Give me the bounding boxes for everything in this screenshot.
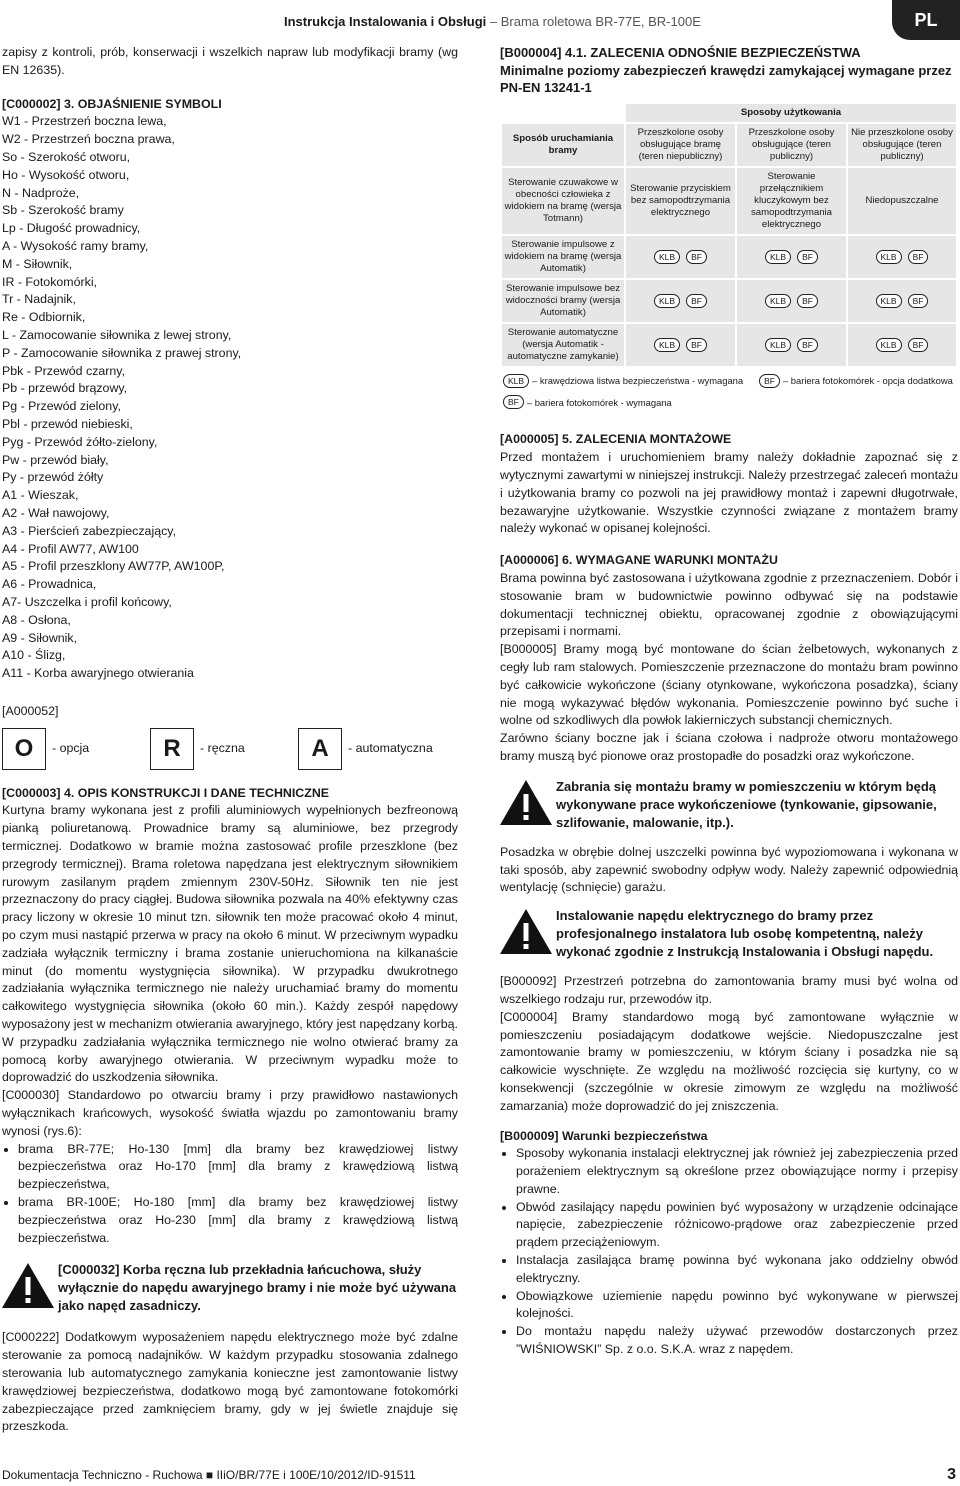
symbol-item: Pbk - Przewód czarny,	[2, 363, 126, 378]
warunki-text-2: [B000005] Bramy mogą być montowane do ścian żelbetowych, wykonanych z cegły lub ram stalowych. Pomieszczenie przeznaczone do montażu bram powinno być całkowicie wykończone (ściany otynkowane, wykończona posadzka), ściany nie mogą wykazywać błędów wykonania. Pomieszczenie powinno być suche i wolne od szkodliwych dla powłok lakierniczych substancji chemicznych.	[500, 642, 958, 728]
safety-heading: [B000004] 4.1. ZALECENIA ODNOŚNIE BEZPIECZEŃSTWA	[500, 45, 861, 60]
bf-badge: BF	[908, 294, 929, 308]
opis-text: Kurtyna bramy wykonana jest z profili aluminiowych wypełnionych bezfreonową pianką poliuretanową. Prowadnice bramy są aluminiowe, bez przegrody termicznej. Dodatkowo w bramie można zastosować profile przeszklone (bez przegrody termicznej). Brama roletowa napędzana jest elektrycznym siłownikiem rurowym zasilanym prądem zmiennym 230V-50Hz. Siłownik ten nie jest przeznaczony do pracy ciągłej. Budowa siłownika pozwala na 40% efektywny czas pracy liczony w okresie 10 minut tzn. siłownik ten może pracować około 4 minut, po czym musi nastąpić przerwa w pracy na około 6 minut. W przeciwnym wypadku zadziała wyłącznik termiczny i brama zostanie unieruchomiona na kilkanaście minut (do momentu wystygnięcia siłownika). W przypadku dwukrotnego zadziałania wyłącznika termicznego nie należy uruchamiać bramy do momentu całkowitego wystygnięcia siłownika (około 60 min.). Każdy zespół napędowy wyposażony jest w mechanizm otwierania awaryjnego, który jest napędzany korbą. W przypadku zadziałania wyłącznika termicznego nie wolno otwierać bramy za pomocą korby awaryjnego otwierania. W przeciwnym wypadku może to doprowadzić do uszkodzenia siłownika.	[2, 803, 458, 1085]
symbol-item: Pb - przewód brązowy,	[2, 381, 128, 396]
table-legend: KLB – krawędziowa listwa bezpieczeństwa - wymagana BF – bariera fotokomórek - opcja dodatkowa	[500, 372, 958, 390]
c000004-text: [C000004] Bramy standardowo mogą być zamontowane wyłącznie w pomieszczeniu posiadającym dodatkowe wejście. Niedopuszczalne jest zamontowanie bramy w pomieszczeniu, w którym ściany i posadzka nie są całkowicie wyschnięte. Ze względu na możliwość rozcięcia się kurtyny, co w konsekwencji (szczególnie w okresie zimowym ze względu na możliwość zamarzania) może doprowadzić do jej zniszczenia.	[500, 1009, 958, 1113]
page-footer	[0, 1466, 960, 1486]
left-column	[2, 44, 458, 1436]
table-legend-2: BF – bariera fotokomórek - wymagana	[500, 394, 958, 412]
symbol-item: A2 - Wał nawojowy,	[2, 505, 110, 520]
symbol-r-box: R	[150, 728, 194, 770]
warunki-text: Brama powinna być zastosowana i użytkowana zgodnie z przeznaczeniem. Dobór i stosowanie bram w budownictwie powinno odbywać się na podstawie dokumentacji technicznej obiektu, opracowanej zgodnie z obowiązującymi przepisami i normami.	[500, 570, 958, 639]
opis-bullets	[2, 1141, 458, 1248]
warning-text-1: [C000032] Korba ręczna lub przekładnia łańcuchowa, służy wyłącznie do napędu awaryjnego bramy i nie może być używana jako napęd zasadniczy.	[58, 1262, 457, 1314]
symbol-item: A8 - Osłona,	[2, 612, 71, 627]
symbol-item: A4 - Profil AW77, AW100	[2, 541, 139, 556]
symbol-item: A1 - Wieszak,	[2, 488, 79, 503]
klb-badge: KLB	[876, 338, 902, 352]
list-item: • Do montażu napędu należy używać przewodów dostarczonych przez ”WIŚNIOWSKI” Sp. z o.o. S.K.A. wraz z napędem.	[516, 1323, 958, 1359]
warning-text-2: Zabrania się montażu bramy w pomieszczeniu w którym będą wykonywane prace wykończeniowe (tynkowanie, gipsowanie, szlifowanie, malowanie, itp.).	[556, 778, 937, 830]
bf-badge: BF	[797, 250, 818, 264]
table-row-header: Sposób uruchamiania bramy	[502, 124, 624, 166]
warning-text-3: Instalowanie napędu elektrycznego do bramy przez profesjonalnego instalatora lub osobę kompetentną, należy wykonać zgodnie z Instrukcją Instalowania i Obsługi napędu.	[556, 908, 934, 960]
list-item: • brama BR-100E; Ho-180 [mm] dla bramy bez krawędziowej listwy bezpieczeństwa oraz Ho-230 [mm] dla bramy z krawędziową listwą bezpieczeństwa.	[18, 1194, 458, 1247]
symbol-item: Lp - Długość prowadnicy,	[2, 221, 141, 236]
list-item: • brama BR-77E; Ho-130 [mm] dla bramy bez krawędziowej listwy bezpieczeństwa oraz Ho-170 [mm] dla bramy z krawędziową listwą bezpieczeństwa,	[18, 1141, 458, 1194]
bf-badge: BF	[686, 250, 707, 264]
bf-badge: BF	[686, 338, 707, 352]
warning-block-1	[2, 1261, 458, 1315]
bezp-heading: [B000009] Warunki bezpieczeństwa	[500, 1128, 708, 1143]
header-title: Instrukcja Instalowania i Obsługi – Brama roletowa BR-77E, BR-100E	[284, 14, 701, 29]
symbol-item: N - Nadproże,	[2, 185, 80, 200]
klb-badge: KLB	[765, 338, 791, 352]
symbol-item: Pg - Przewód zielony,	[2, 399, 121, 414]
table-row: Sterowanie automatyczne (wersja Automatik - automatyczne zamykanie) KLB BF KLB BF KLB BF	[502, 324, 956, 366]
symbol-a-box: A	[298, 728, 342, 770]
warning-icon	[500, 907, 556, 957]
warunki-text-3: Zarówno ściany boczne jak i ściana czołowa i nadproże otworu montażowego bramy muszą być pionowe oraz prostopadłe do posadzki oraz wykończone.	[500, 731, 958, 763]
symbol-item: A10 - Ślizg,	[2, 648, 66, 663]
symbol-item: IR - Fotokomórki,	[2, 274, 98, 289]
klb-badge: KLB	[876, 250, 902, 264]
symbol-item: Ho - Wysokość otworu,	[2, 167, 130, 182]
safety-table	[500, 102, 958, 368]
bf-badge: BF	[797, 338, 818, 352]
klb-badge: KLB	[876, 294, 902, 308]
list-item: • Sposoby wykonania instalacji elektrycznej jak również jej zabezpieczenia przed porażeniem elektrycznym są określone przez obowiązujące normy i przepisy prawne.	[516, 1145, 958, 1198]
safety-subheading: Minimalne poziomy zabezpieczeń krawędzi zamykającej wymagane przez PN-EN 13241-1	[500, 62, 952, 95]
page-number: 3	[947, 1466, 956, 1483]
symbol-item: Tr - Nadajnik,	[2, 292, 76, 307]
klb-badge: KLB	[654, 294, 680, 308]
bf-badge: BF	[797, 294, 818, 308]
symbol-o-label: - opcja	[52, 740, 90, 755]
code-a000052: [A000052]	[2, 703, 59, 718]
symbol-item: Pbl - przewód niebieski,	[2, 416, 133, 431]
table-column-header: Przeszkolone osoby obsługujące (teren publiczny)	[737, 124, 846, 166]
opis-text-2: [C000030] Standardowo po otwarciu bramy i przy prawidłowo nastawionych wyłącznikach krańcowych, wysokość światła wjazdu po zamontowaniu bramy wynosi (rys.6):	[2, 1088, 458, 1138]
symbols-list	[2, 113, 458, 683]
symbol-item: Sb - Szerokość bramy	[2, 203, 124, 218]
symbol-item: A11 - Korba awaryjnego otwierania	[2, 666, 194, 681]
warunki-heading: [A000006] 6. WYMAGANE WARUNKI MONTAŻU	[500, 553, 778, 568]
symbol-item: Pyg - Przewód żółto-zielony,	[2, 434, 158, 449]
bf-badge: BF	[686, 294, 707, 308]
klb-badge: KLB	[654, 338, 680, 352]
table-column-header: Nie przeszkolone osoby obsługujące (teren publiczny)	[848, 124, 956, 166]
bf-badge: BF	[908, 338, 929, 352]
montaz-text: Przed montażem i uruchomieniem bramy należy dokładnie zapoznać się z wytycznymi zawartymi w niniejszej instrukcji. Należy przestrzegać zaleceń montażu i użytkowania bramy co pozwoli na jej prawidłowy montaż i zapewni długotrwałe, bezawaryjne użytkowanie. Wszystkie czynności związane z montażem bramy należy wykonać w opisanej kolejności.	[500, 450, 958, 536]
symbol-item: A5 - Profil przeszklony AW77P, AW100P,	[2, 559, 225, 574]
list-item: • Instalacja zasilająca bramę powinna być wykonana jako oddzielny obwód elektryczny.	[516, 1252, 958, 1288]
warning-block-3	[500, 907, 958, 961]
list-item: • Obowiązkowe uziemienie napędu powinno być wykonywane w pierwszej kolejności.	[516, 1288, 958, 1324]
posadzka-text: Posadzka w obrębie dolnej uszczelki powinna być wypoziomowana i wykonana w taki sposób, aby zapewnić swobodny odpływ wody. Należy zapewnić odpowiednią wentylację (schnięcie) garażu.	[500, 844, 958, 895]
symbol-item: A7- Uszczelka i profil końcowy,	[2, 594, 172, 609]
opis-heading: [C000003] 4. OPIS KONSTRUKCJI I DANE TECHNICZNE	[2, 785, 330, 800]
final-text: [C000222] Dodatkowym wyposażeniem napędu elektrycznego może być zdalne sterowanie za pomocą nadajników. W każdym przypadku stosowania zdalnego sterowania lub automatycznego zamykania konieczne jest zamontowanie listwy krawędziowej bezpieczeństwa, dodatkowo mogą być zamontowane fotokomórki zabezpieczające przed zamknięciem bramy, gdy w jej świetle znajduje się przeszkoda.	[2, 1330, 458, 1434]
symbol-item: A3 - Pierścień zabezpieczający,	[2, 523, 177, 538]
symbol-item: Py - przewód żółty	[2, 470, 104, 485]
montaz-heading: [A000005] 5. ZALECENIA MONTAŻOWE	[500, 432, 732, 447]
right-column	[500, 44, 958, 1359]
symbol-item: Pw - przewód biały,	[2, 452, 109, 467]
symbol-r-label: - ręczna	[200, 740, 245, 755]
symbol-item: P - Zamocowanie siłownika z prawej strony,	[2, 345, 242, 360]
footer-doc: Dokumentacja Techniczno - Ruchowa ■ IIiO/BR/77E i 100E/10/2012/ID-91511	[2, 1468, 416, 1482]
list-item: • Obwód zasilający napędu powinien być wyposażony w urządzenie odcinające napięcie, zabezpieczenie różnicowo-prądowe oraz zabezpieczenie przed prądem przeciążeniowym.	[516, 1199, 958, 1252]
bf-badge: BF	[908, 250, 929, 264]
table-row: Sterowanie impulsowe z widokiem na bramę (wersja Automatik) KLB BF KLB BF KLB BF	[502, 236, 956, 278]
table-group-header: Sposoby użytkowania	[626, 104, 956, 122]
symbol-item: W2 - Przestrzeń boczna prawa,	[2, 132, 175, 147]
klb-badge: KLB	[765, 250, 791, 264]
symbol-o-box: O	[2, 728, 46, 770]
klb-badge: KLB	[765, 294, 791, 308]
intro-text: zapisy z kontroli, prób, konserwacji i wszelkich napraw lub modyfikacji bramy (wg EN 12635).	[2, 45, 458, 77]
warning-icon	[500, 778, 556, 828]
table-column-header: Przeszkolone osoby obsługujące bramę (teren niepubliczny)	[626, 124, 735, 166]
symbol-item: Re - Odbiornik,	[2, 310, 86, 325]
symbol-item: So - Szerokość otworu,	[2, 149, 131, 164]
table-row: Sterowanie impulsowe bez widoczności bramy (wersja Automatik) KLB BF KLB BF KLB BF	[502, 280, 956, 322]
b000092-text: [B000092] Przestrzeń potrzebna do zamontowania bramy musi być wolna od wszelkiego rodzaju rur, przewodów itp.	[500, 974, 958, 1006]
symbol-item: A6 - Prowadnica,	[2, 577, 97, 592]
symbol-item: L - Zamocowanie siłownika z lewej strony,	[2, 327, 232, 342]
table-row: Sterowanie czuwakowe w obecności człowieka z widokiem na bramę (wersja Totmann) Sterowanie przyciskiem bez samopodtrzymania elektrycznego Sterowanie przełącznikiem kluczykowym bez samopodtrzymania elektrycznego Niedopuszczalne	[502, 168, 956, 234]
bezp-bullets	[500, 1145, 958, 1359]
klb-badge: KLB	[654, 250, 680, 264]
symbols-heading: [C000002] 3. OBJAŚNIENIE SYMBOLI	[2, 96, 222, 111]
symbol-item: A - Wysokość ramy bramy,	[2, 238, 149, 253]
page-header	[0, 0, 960, 44]
warning-icon	[2, 1261, 58, 1311]
symbol-a-label: - automatyczna	[348, 740, 433, 755]
symbol-item: A9 - Siłownik,	[2, 630, 78, 645]
symbol-legend	[2, 727, 458, 771]
symbol-item: M - Siłownik,	[2, 256, 73, 271]
language-badge: PL	[892, 0, 960, 40]
symbol-item: W1 - Przestrzeń boczna lewa,	[2, 114, 167, 129]
warning-block-2	[500, 778, 958, 832]
